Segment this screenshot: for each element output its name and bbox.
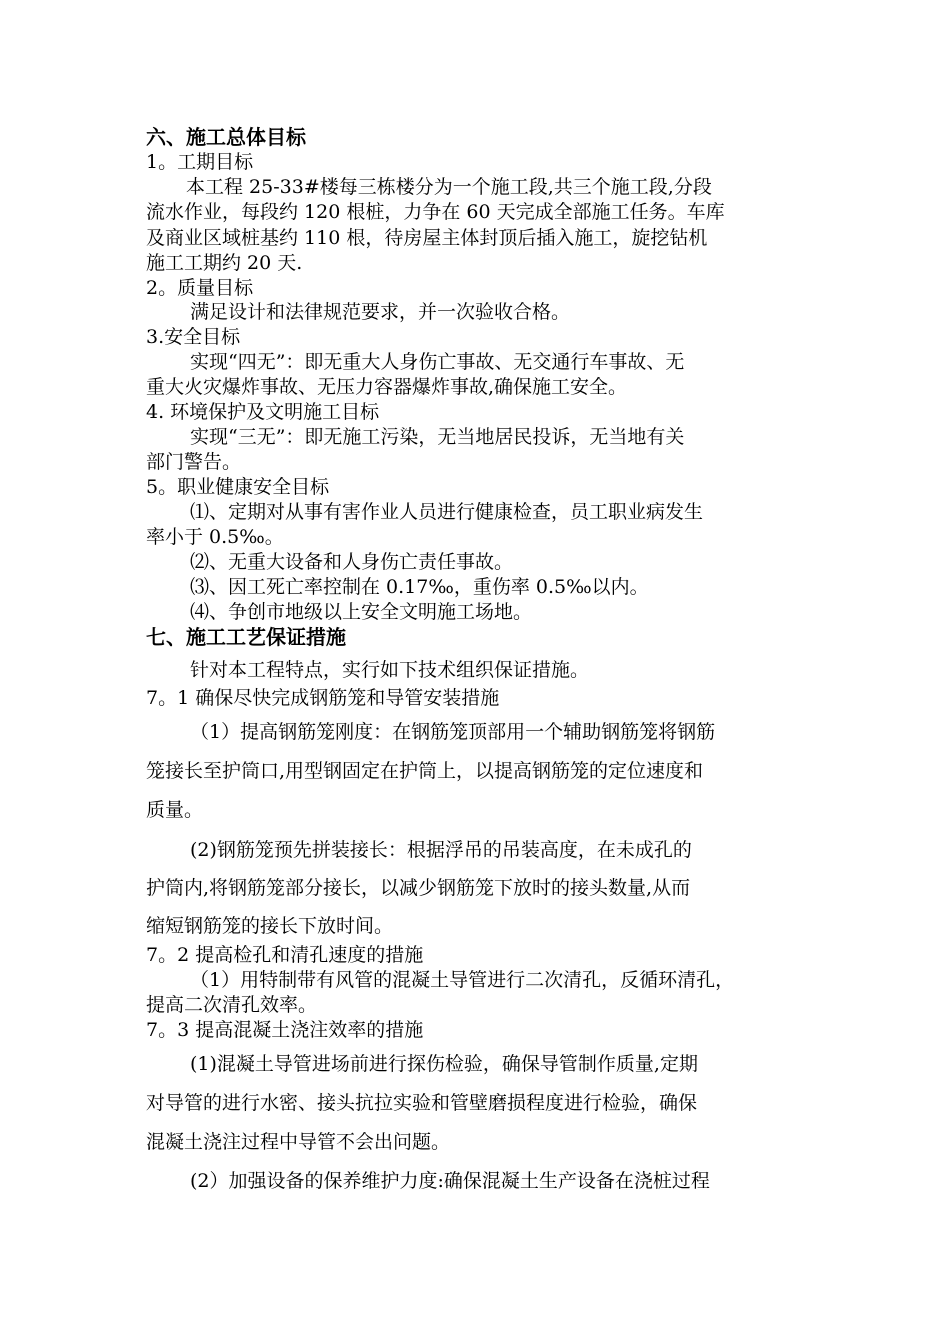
paragraph-line: （1）提高钢筋笼刚度：在钢筋笼顶部用一个辅助钢筋笼将钢筋: [190, 721, 716, 743]
subheading-environment: 4. 环境保护及文明施工目标: [146, 401, 380, 423]
paragraph-line: 针对本工程特点，实行如下技术组织保证措施。: [190, 659, 590, 681]
paragraph-line: 重大火灾爆炸事故、无压力容器爆炸事故,确保施工安全。: [146, 376, 628, 398]
section-heading-six: 六、施工总体目标: [146, 125, 306, 149]
subheading-health: 5。职业健康安全目标: [146, 476, 330, 498]
paragraph-line: 满足设计和法律规范要求，并一次验收合格。: [190, 301, 571, 323]
paragraph-line: 施工工期约 20 天.: [146, 252, 303, 274]
paragraph-line: 流水作业，每段约 120 根桩，力争在 60 天完成全部施工任务。车库: [146, 201, 725, 223]
list-item-continuation: 率小于 0.5‰。: [146, 526, 284, 548]
paragraph-line: 提高二次清孔效率。: [146, 994, 318, 1016]
paragraph-line: 实现“四无”：即无重大人身伤亡事故、无交通行车事故、无: [190, 351, 685, 373]
list-item: ⑵、无重大设备和人身伤亡责任事故。: [190, 551, 514, 573]
subheading-7-1: 7。1 确保尽快完成钢筋笼和导管安装措施: [146, 687, 500, 709]
paragraph-line: (2）加强设备的保养维护力度:确保混凝土生产设备在浇桩过程: [190, 1170, 710, 1192]
paragraph-line: 部门警告。: [146, 451, 242, 473]
subheading-quality: 2。质量目标: [146, 277, 254, 299]
list-item: ⑷、争创市地级以上安全文明施工场地。: [190, 601, 533, 623]
paragraph-line: (1)混凝土导管进场前进行探伤检验，确保导管制作质量,定期: [190, 1053, 698, 1075]
paragraph-line: 本工程 25-33#楼每三栋楼分为一个施工段,共三个施工段,分段: [186, 176, 712, 198]
paragraph-line: 质量。: [146, 799, 204, 821]
paragraph-line: 及商业区域桩基约 110 根，待房屋主体封顶后插入施工，旋挖钻机: [146, 227, 708, 249]
list-item: ⑶、因工死亡率控制在 0.17‰，重伤率 0.5‰以内。: [190, 576, 649, 598]
subheading-period: 1。工期目标: [146, 151, 254, 173]
paragraph-line: 缩短钢筋笼的接长下放时间。: [146, 915, 394, 937]
paragraph-line: 实现“三无”：即无施工污染，无当地居民投诉，无当地有关: [190, 426, 685, 448]
subheading-7-3: 7。3 提高混凝土浇注效率的措施: [146, 1019, 424, 1041]
paragraph-line: （1）用特制带有风管的混凝土导管进行二次清孔，反循环清孔，: [190, 969, 735, 991]
subheading-7-2: 7。2 提高检孔和清孔速度的措施: [146, 944, 424, 966]
paragraph-line: 混凝土浇注过程中导管不会出问题。: [146, 1131, 451, 1153]
paragraph-line: (2)钢筋笼预先拼装接长：根据浮吊的吊装高度，在未成孔的: [190, 839, 692, 861]
section-heading-seven: 七、施工工艺保证措施: [146, 625, 346, 649]
paragraph-line: 笼接长至护筒口,用型钢固定在护筒上，以提高钢筋笼的定位速度和: [146, 760, 704, 782]
paragraph-line: 对导管的进行水密、接头抗拉实验和管壁磨损程度进行检验，确保: [146, 1092, 698, 1114]
subheading-safety: 3.安全目标: [146, 326, 241, 348]
paragraph-line: 护筒内,将钢筋笼部分接长，以减少钢筋笼下放时的接头数量,从而: [146, 877, 691, 899]
list-item: ⑴、定期对从事有害作业人员进行健康检查，员工职业病发生: [190, 501, 704, 523]
